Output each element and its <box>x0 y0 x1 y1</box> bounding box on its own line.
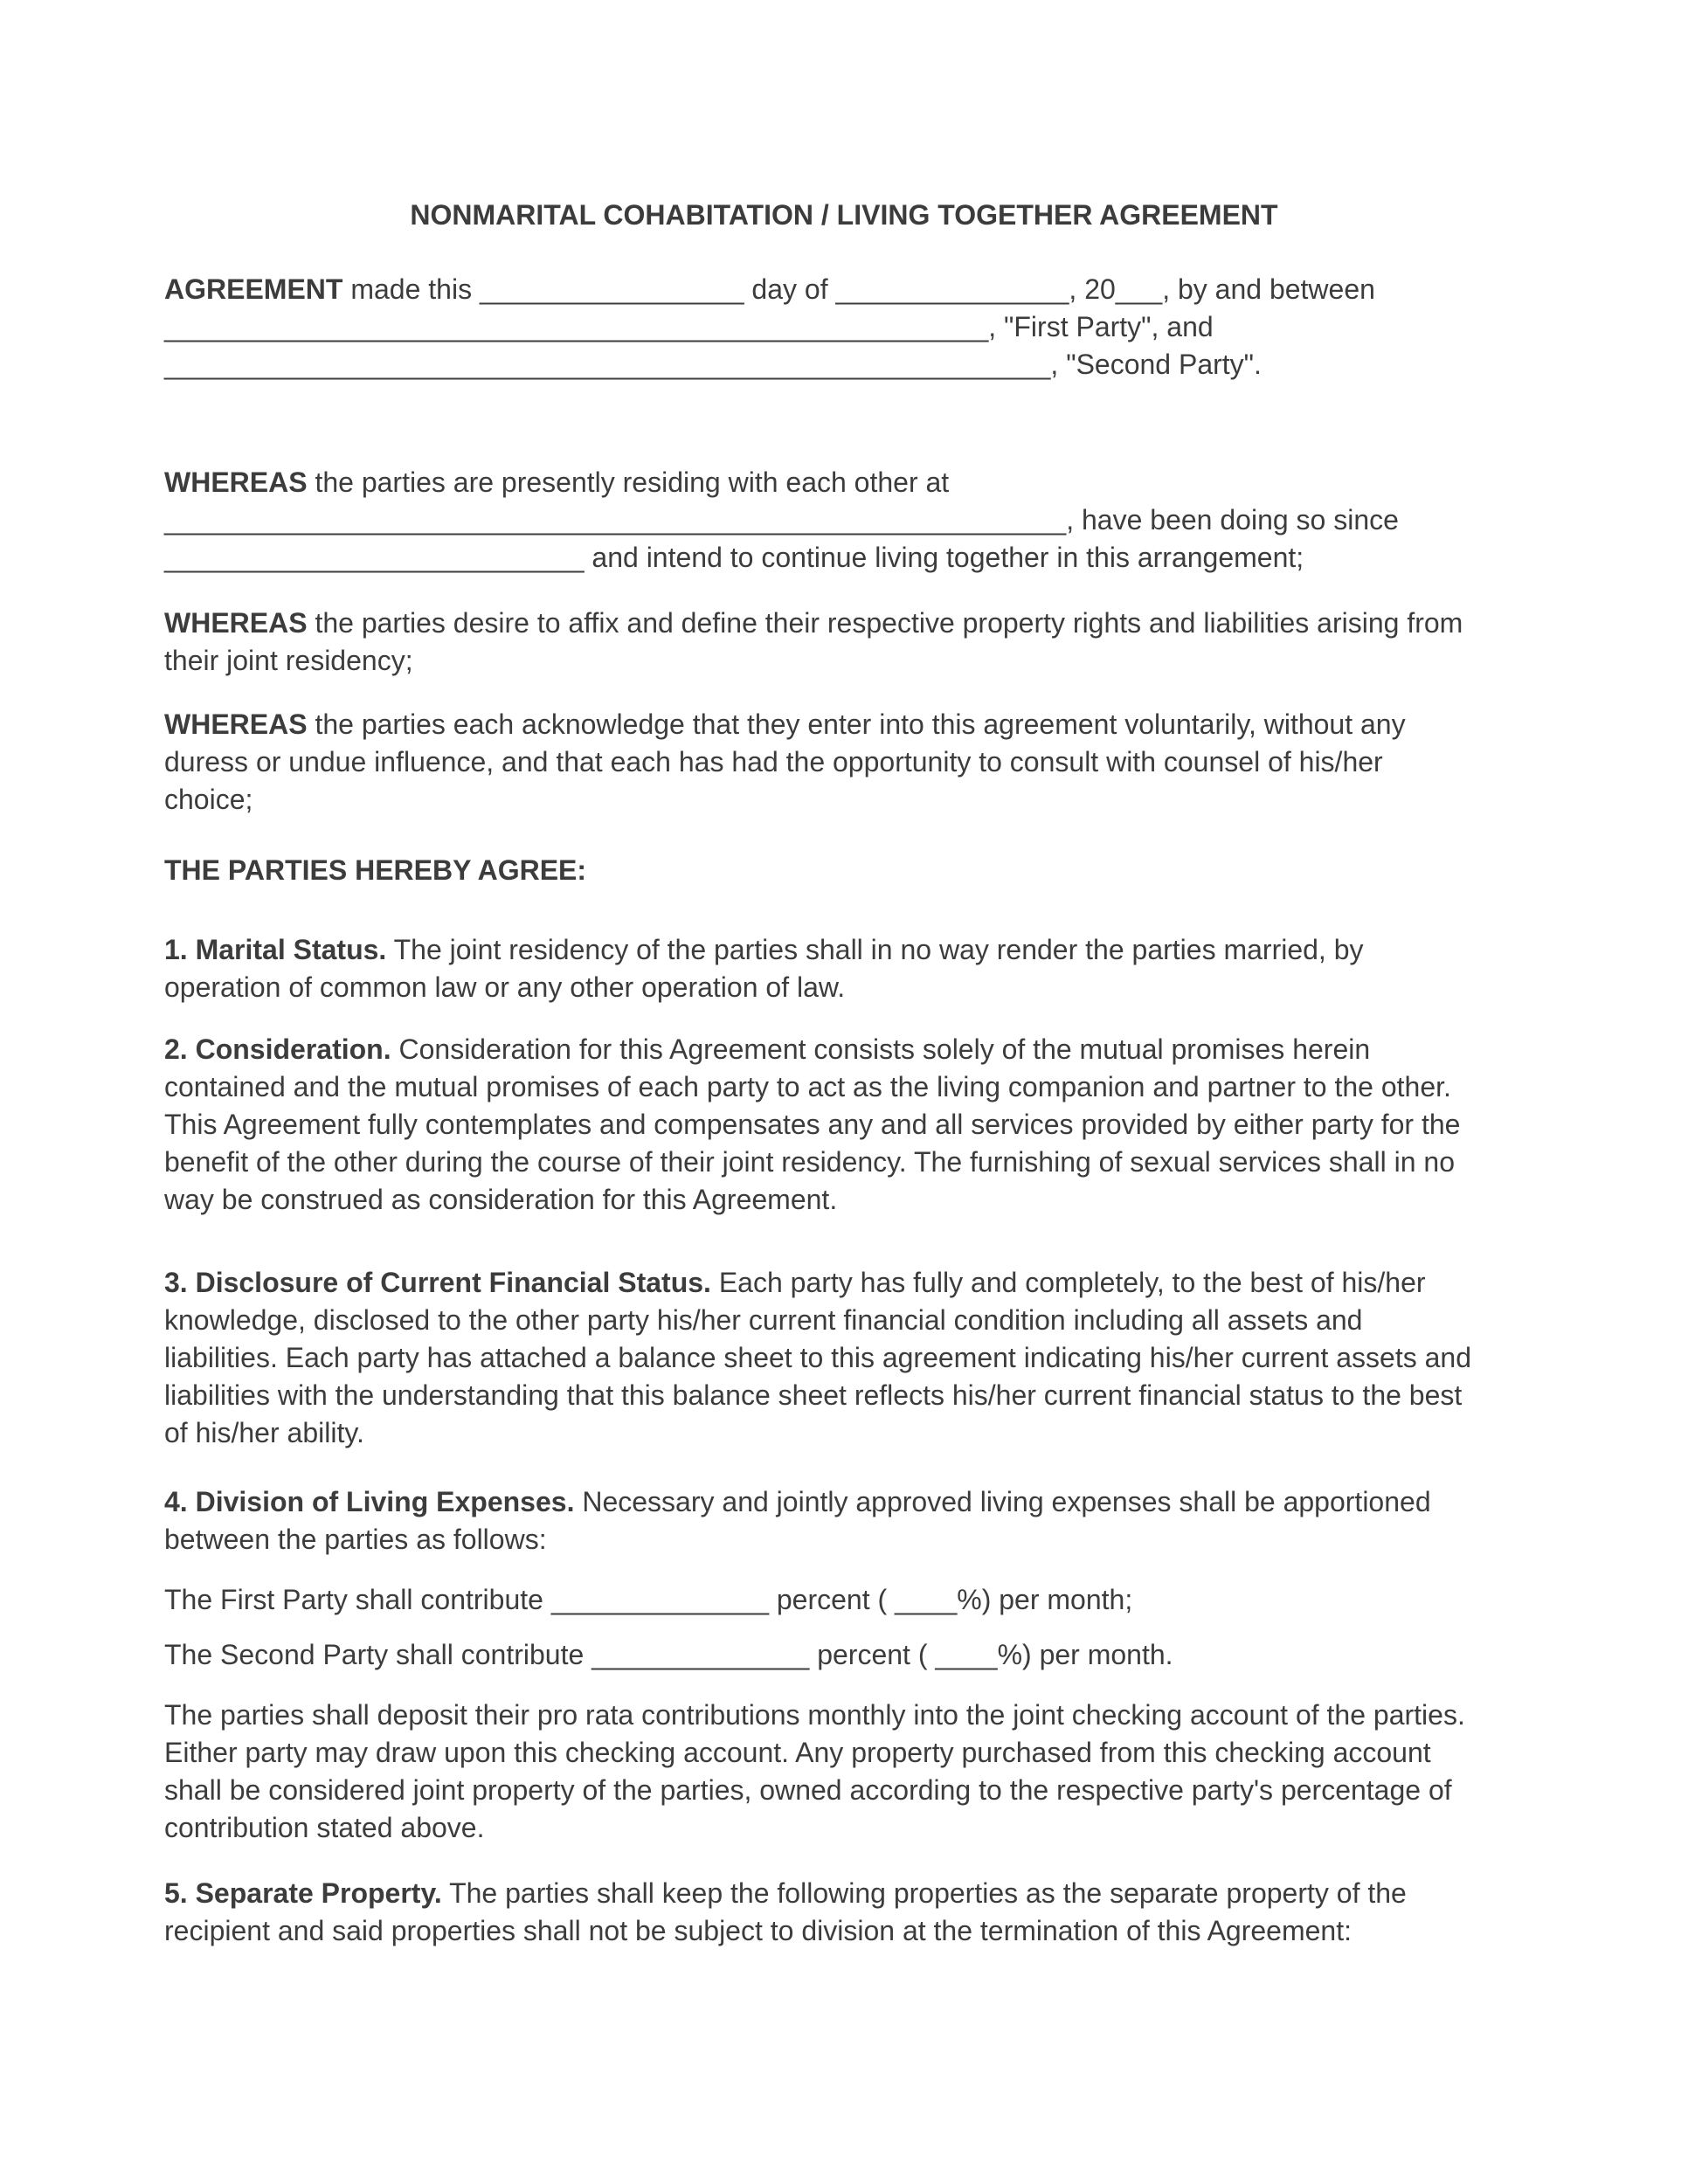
section-1-marital-status: 1. Marital Status. The joint residency of the parties shall in no way render the parties married, by operation of common law or any other operation of law. <box>164 934 1364 1003</box>
fill-in-blank: ___ <box>1115 273 1163 305</box>
fill-in-blank: _____________________________________________________ <box>164 311 989 342</box>
second-party-contribution-line: The Second Party shall contribute ______________ percent ( ____%) per month. <box>164 1639 1173 1670</box>
document-title: NONMARITAL COHABITATION / LIVING TOGETHER AGREEMENT <box>410 199 1278 231</box>
document-body <box>164 271 1524 1950</box>
fill-in-blank: ______________ <box>591 1639 810 1670</box>
first-party-contribution-line: The First Party shall contribute ______________ percent ( ____%) per month; <box>164 1584 1133 1615</box>
whereas-voluntary-paragraph: WHEREAS the parties each acknowledge that they enter into this agreement voluntarily, without any duress or undue influence, and that each has had the opportunity to consult with counsel of his/her choice; <box>164 708 1406 815</box>
section-2-consideration: 2. Consideration. Consideration for this Agreement consists solely of the mutual promises herein contained and the mutual promises of each party to act as the living companion and partner to the other. This Agreement fully contemplates and compensates any and all services provided by either party for the benefit of the other during the course of their joint residency. The furnishing of sexual services shall in no way be construed as consideration for this Agreement. <box>164 1033 1461 1215</box>
fill-in-blank: __________________________________________________________ <box>164 504 1067 536</box>
fill-in-blank: ___________________________ <box>164 542 585 573</box>
fill-in-blank: ______________ <box>550 1584 769 1615</box>
section-3-financial-disclosure: 3. Disclosure of Current Financial Status. Each party has fully and completely, to the best of his/her knowledge, disclosed to the other party his/her current financial condition including all assets and liabilities. Each party has attached a balance sheet to this agreement indicating his/her current assets and liabilities with the understanding that this balance sheet reflects his/her current financial status to the best of his/her ability. <box>164 1267 1471 1448</box>
fill-in-blank: ____ <box>935 1639 998 1670</box>
opening-paragraph: AGREEMENT made this _________________ day of _______________, 20___, by and between _____________________________________________________, "First Party", and _________________________________________________________, "Second Party". <box>164 273 1375 380</box>
fill-in-blank: _______________ <box>835 273 1069 305</box>
whereas-residence-paragraph: WHEREAS the parties are presently residing with each other at __________________________________________________________, have been doing so since ___________________________ and intend to continue living together in this arrangement; <box>164 467 1399 573</box>
section-4-living-expenses: 4. Division of Living Expenses. Necessary and jointly approved living expenses shall be apportioned between the parties as follows: <box>164 1486 1431 1555</box>
joint-account-paragraph: The parties shall deposit their pro rata contributions monthly into the joint checking account of the parties. Either party may draw upon this checking account. Any property purchased from this checking account shall be considered joint property of the parties, owned according to the respective party's percentage of contribution stated above. <box>164 1699 1465 1843</box>
fill-in-blank: _________________ <box>479 273 744 305</box>
agreement-heading: THE PARTIES HEREBY AGREE: <box>164 854 587 886</box>
fill-in-blank: ____ <box>895 1584 958 1615</box>
whereas-property-rights-paragraph: WHEREAS the parties desire to affix and define their respective property rights and liabilities arising from their joint residency; <box>164 607 1463 676</box>
fill-in-blank: _________________________________________________________ <box>164 349 1051 380</box>
section-5-separate-property: 5. Separate Property. The parties shall keep the following properties as the separate property of the recipient and said properties shall not be subject to division at the termination of this Agreement: <box>164 1877 1407 1946</box>
